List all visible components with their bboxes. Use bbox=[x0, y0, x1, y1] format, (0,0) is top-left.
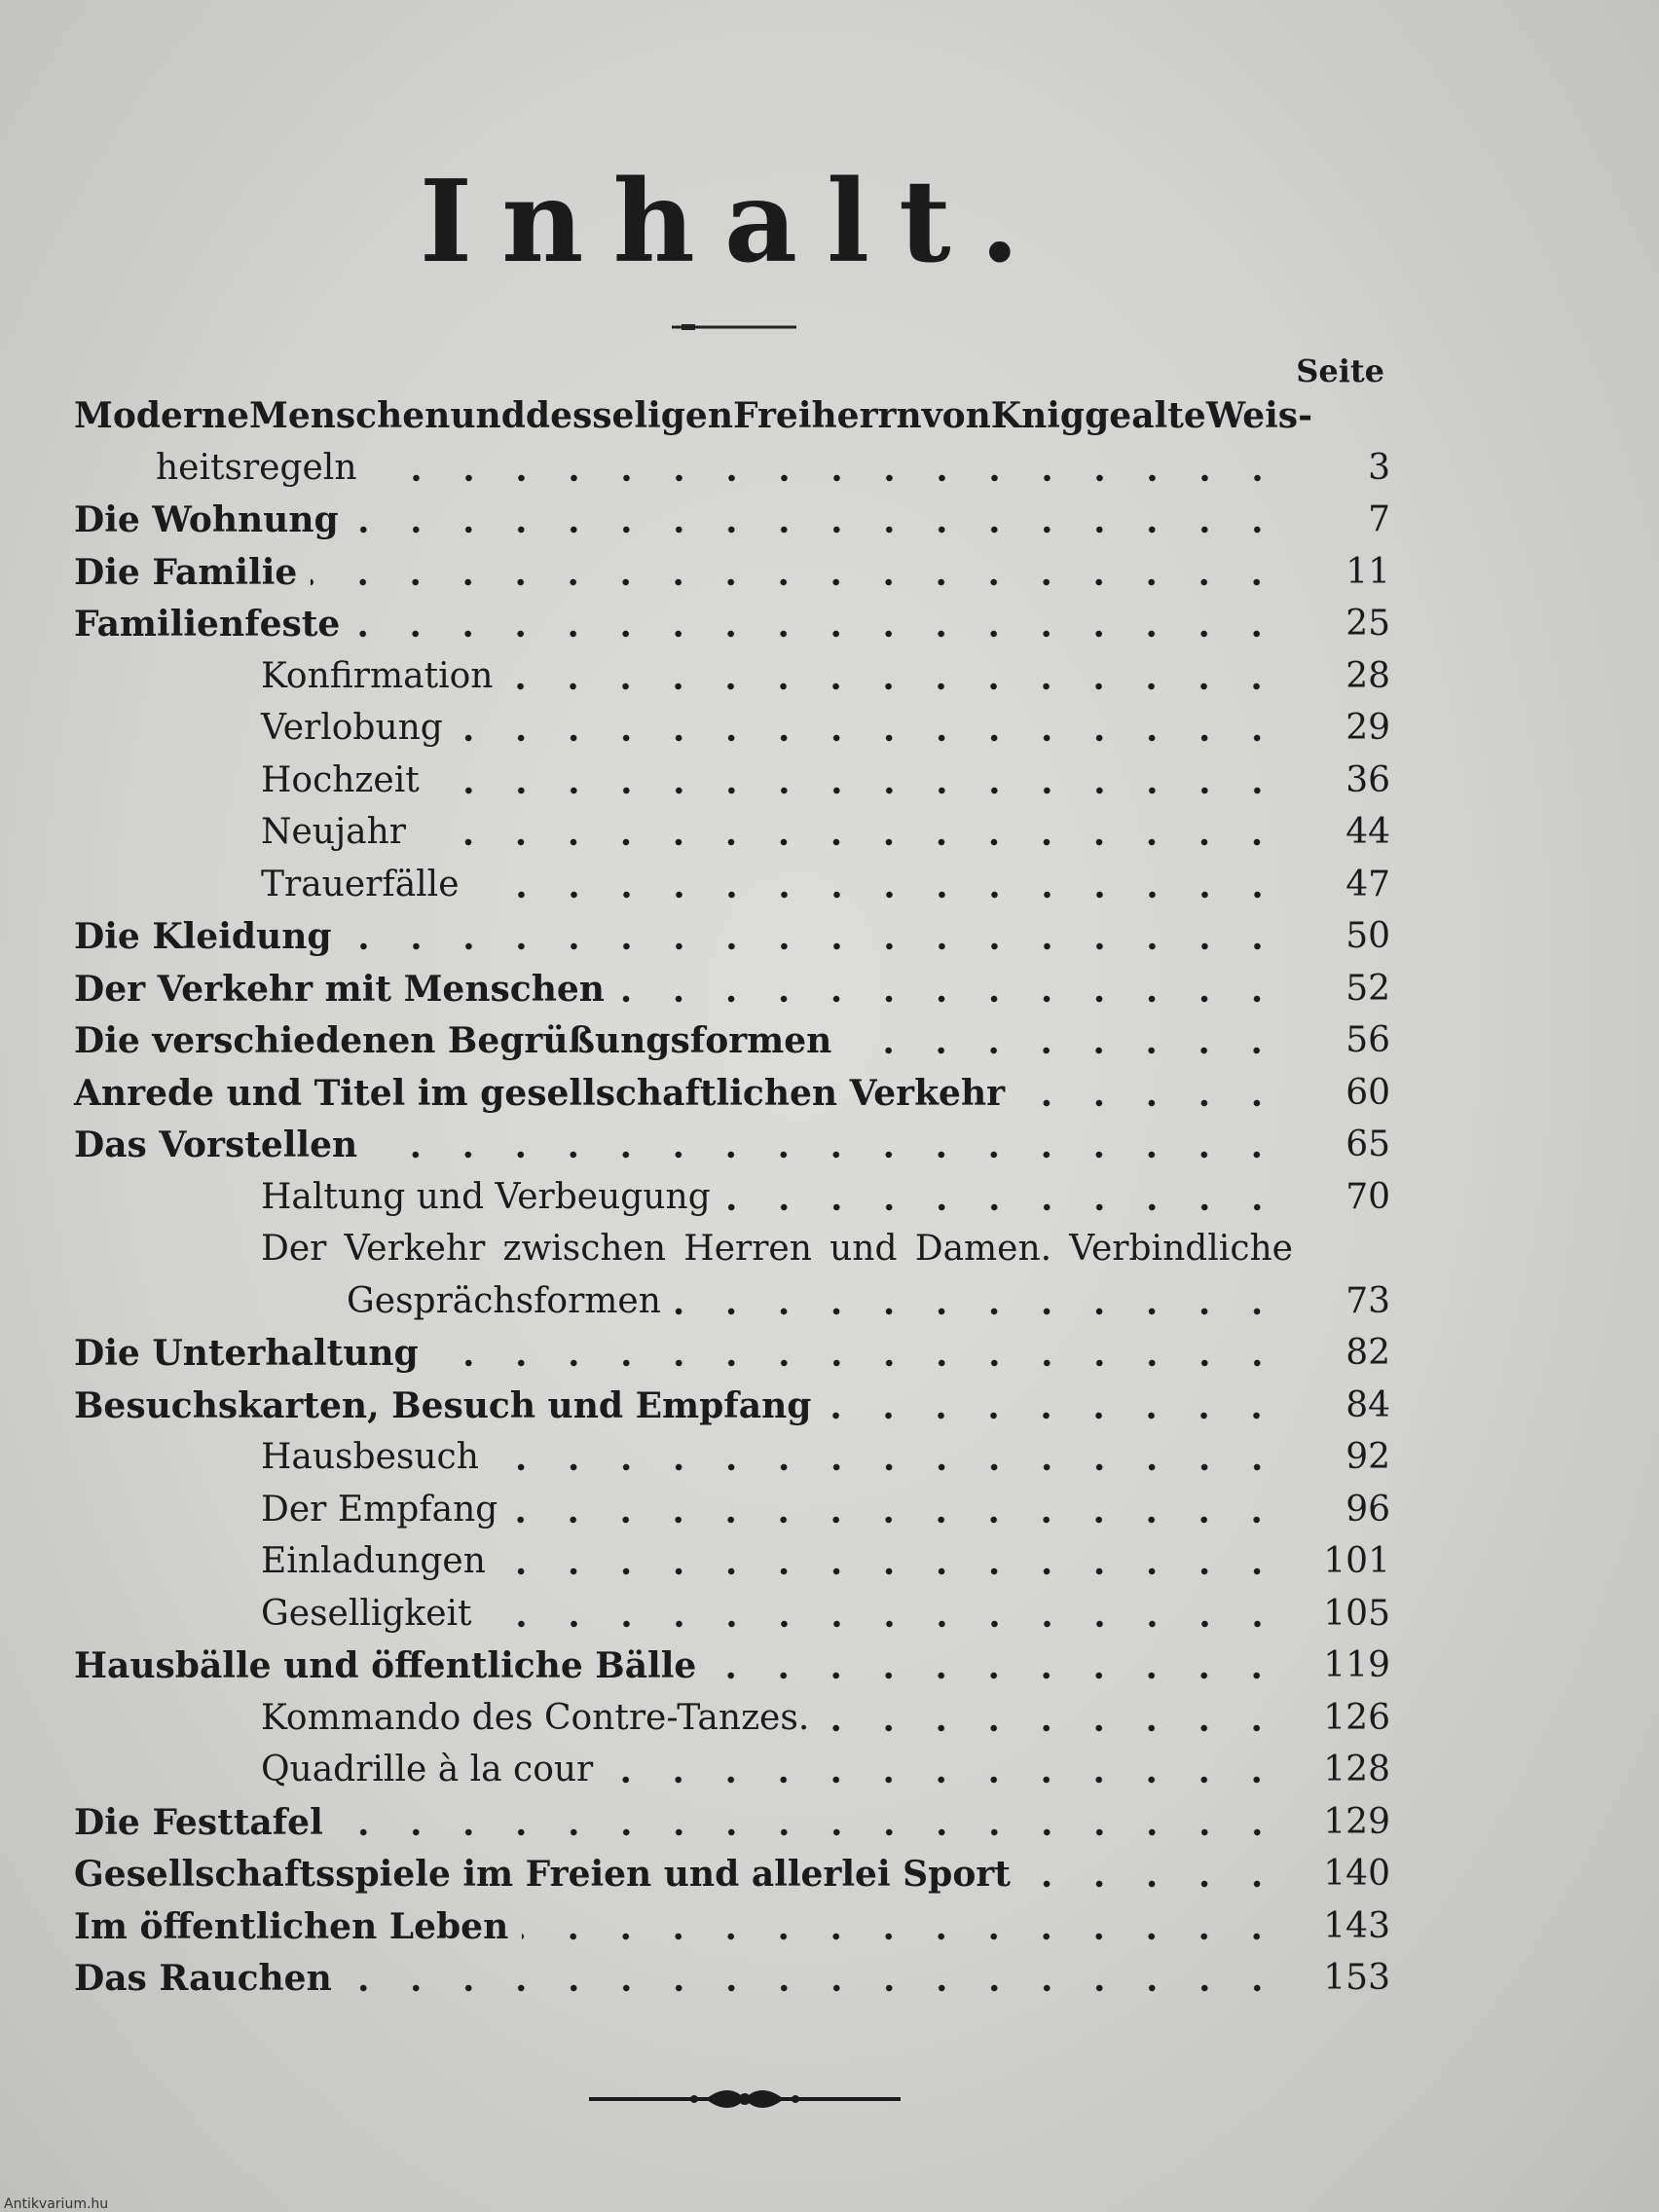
dot-leader bbox=[346, 941, 1283, 951]
toc-entry[interactable] bbox=[261, 1588, 1390, 1641]
toc-word: Moderne bbox=[74, 395, 249, 436]
toc-entry-label: Neujahr bbox=[261, 812, 407, 852]
toc-entry[interactable] bbox=[261, 1484, 1390, 1536]
toc-entry-first-line bbox=[261, 1223, 1293, 1275]
toc-entry[interactable] bbox=[74, 546, 1390, 599]
toc-entry[interactable] bbox=[74, 910, 1390, 963]
dot-leader bbox=[522, 1932, 1283, 1941]
dot-leader bbox=[311, 577, 1283, 587]
dot-leader bbox=[346, 1983, 1283, 1993]
toc-entry[interactable] bbox=[74, 1014, 1390, 1067]
dot-leader bbox=[432, 1358, 1283, 1368]
dot-leader bbox=[371, 1150, 1283, 1160]
toc-entry-page-number: 7 bbox=[1368, 499, 1390, 539]
dot-leader bbox=[1024, 1879, 1283, 1889]
dot-leader bbox=[353, 629, 1283, 639]
toc-entry-label: Hochzeit bbox=[261, 759, 420, 800]
toc-word: zwischen bbox=[502, 1229, 667, 1269]
toc-entry-label: Besuchskarten, Besuch und Empfang bbox=[74, 1384, 812, 1426]
dot-leader bbox=[433, 786, 1283, 795]
toc-word: seligen bbox=[592, 395, 734, 436]
toc-entry[interactable] bbox=[261, 1535, 1390, 1588]
page-title: Inhalt. bbox=[419, 156, 1050, 288]
toc-entry-label: Die Unterhaltung bbox=[74, 1333, 419, 1374]
toc-word: Menschen bbox=[248, 395, 451, 436]
dot-leader bbox=[845, 1046, 1283, 1055]
toc-entry-label: Trauerfälle bbox=[261, 864, 460, 904]
toc-entry-label: Die verschiedenen Begrüßungsformen bbox=[74, 1020, 832, 1061]
dot-leader bbox=[511, 1515, 1283, 1525]
dot-leader bbox=[710, 1671, 1283, 1680]
toc-entry[interactable] bbox=[74, 1327, 1390, 1380]
toc-entry-page-number: 143 bbox=[1323, 1905, 1390, 1946]
toc-entry-label: Gesellschaftsspiele im Freien und allerlei Sport bbox=[74, 1854, 1011, 1895]
toc-entry-page-number: 36 bbox=[1346, 759, 1390, 800]
toc-entry-page-number: 3 bbox=[1368, 447, 1390, 488]
toc-word: Knigge bbox=[990, 395, 1132, 436]
dot-leader bbox=[607, 1775, 1283, 1785]
toc-entry-label: Die Festtafel bbox=[74, 1801, 323, 1843]
toc-entry-page-number: 84 bbox=[1346, 1384, 1390, 1425]
toc-word: und bbox=[830, 1229, 898, 1269]
dot-leader bbox=[724, 1202, 1283, 1212]
dot-leader bbox=[506, 682, 1283, 691]
toc-entry[interactable] bbox=[74, 598, 1390, 650]
dot-leader bbox=[675, 1307, 1283, 1316]
toc-entry-first-line bbox=[74, 389, 1313, 442]
dot-leader bbox=[825, 1411, 1283, 1420]
dot-leader bbox=[618, 994, 1283, 1004]
toc-word: Herren bbox=[683, 1229, 812, 1269]
page-column-heading: Seite bbox=[1296, 352, 1384, 389]
toc-entry[interactable] bbox=[261, 1744, 1390, 1796]
toc-entry[interactable] bbox=[261, 859, 1390, 911]
dot-leader bbox=[493, 1462, 1283, 1472]
toc-word: alte bbox=[1131, 395, 1206, 436]
toc-entry-page-number: 119 bbox=[1323, 1645, 1390, 1685]
toc-entry-page-number: 56 bbox=[1346, 1020, 1390, 1060]
toc-entry-page-number: 105 bbox=[1323, 1593, 1390, 1634]
toc-entry[interactable] bbox=[74, 1952, 1390, 2005]
toc-entry-label: heitsregeln bbox=[156, 447, 357, 488]
toc-entry[interactable] bbox=[74, 1796, 1390, 1849]
toc-word: und bbox=[450, 395, 526, 436]
toc-entry-label: Haltung und Verbeugung bbox=[261, 1176, 711, 1217]
toc-entry[interactable] bbox=[74, 1119, 1390, 1171]
toc-entry-page-number: 96 bbox=[1346, 1489, 1390, 1530]
watermark: Antikvarium.hu bbox=[4, 2196, 109, 2212]
toc-entry[interactable] bbox=[261, 1692, 1390, 1745]
toc-entry-page-number: 29 bbox=[1346, 708, 1390, 748]
dot-leader bbox=[486, 1619, 1283, 1629]
dot-leader bbox=[499, 1567, 1283, 1576]
dot-leader bbox=[823, 1723, 1283, 1733]
toc-entry-label: Die Familie bbox=[74, 551, 298, 593]
toc-entry-page-number: 52 bbox=[1346, 968, 1390, 1009]
dot-leader bbox=[420, 837, 1283, 847]
toc-entry-page-number: 65 bbox=[1346, 1124, 1390, 1164]
toc-word: von bbox=[921, 395, 991, 436]
toc-entry[interactable] bbox=[156, 442, 1390, 495]
title-rule bbox=[672, 322, 796, 332]
toc-entry-page-number: 128 bbox=[1323, 1750, 1390, 1789]
toc-entry-label: Hausbälle und öffentliche Bälle bbox=[74, 1645, 697, 1686]
toc-entry-label: Die Kleidung bbox=[74, 916, 332, 957]
toc-entry[interactable] bbox=[261, 1171, 1390, 1224]
toc-entry[interactable] bbox=[74, 1640, 1390, 1692]
toc-entry-page-number: 140 bbox=[1323, 1854, 1390, 1894]
toc-entry-label: Konfirmation bbox=[261, 655, 494, 696]
toc-word: Verkehr bbox=[344, 1229, 486, 1269]
dot-leader bbox=[352, 525, 1283, 535]
toc-entry-page-number: 153 bbox=[1323, 1958, 1390, 1998]
toc-entry[interactable] bbox=[74, 1067, 1390, 1120]
toc-entry-page-number: 129 bbox=[1323, 1801, 1390, 1842]
toc-entry-page-number: 44 bbox=[1346, 812, 1390, 852]
toc-entry-page-number: 50 bbox=[1346, 916, 1390, 956]
toc-entry-label: Das Vorstellen bbox=[74, 1124, 358, 1165]
toc-entry[interactable] bbox=[261, 650, 1390, 703]
toc-entry[interactable] bbox=[261, 806, 1390, 859]
toc-word: Damen. bbox=[914, 1229, 1052, 1269]
toc-entry-page-number: 60 bbox=[1346, 1072, 1390, 1113]
toc-entry-label: Geselligkeit bbox=[261, 1593, 472, 1634]
toc-entry[interactable] bbox=[261, 702, 1390, 755]
toc-entry-page-number: 126 bbox=[1323, 1697, 1390, 1738]
dot-leader bbox=[457, 733, 1283, 743]
toc-entry-page-number: 47 bbox=[1346, 864, 1390, 904]
dot-leader bbox=[371, 473, 1283, 483]
toc-entry-label: Kommando des Contre-Tanzes. bbox=[261, 1697, 810, 1738]
toc-entry[interactable] bbox=[74, 963, 1390, 1015]
toc-entry-label: Das Rauchen bbox=[74, 1958, 332, 1999]
toc-entry-label: Familienfeste bbox=[74, 604, 341, 645]
toc-entry-label: Verlobung bbox=[261, 708, 443, 748]
toc-entry-label: Hausbesuch bbox=[261, 1437, 479, 1477]
toc-word: des bbox=[525, 395, 593, 436]
toc-entry-label: Die Wohnung bbox=[74, 499, 339, 540]
toc-entry[interactable] bbox=[74, 1380, 1390, 1432]
toc-entry-label: Der Verkehr mit Menschen bbox=[74, 968, 605, 1010]
end-ornament bbox=[589, 2082, 901, 2117]
dot-leader bbox=[337, 1827, 1283, 1837]
toc-word: Freiherrn bbox=[733, 395, 922, 436]
toc-word: Verbindliche bbox=[1069, 1229, 1293, 1269]
toc-entry[interactable] bbox=[261, 755, 1390, 807]
toc-entry-page-number: 82 bbox=[1346, 1333, 1390, 1373]
toc-entry-label: Quadrille à la cour bbox=[261, 1750, 594, 1789]
toc-entry-page-number: 101 bbox=[1323, 1541, 1390, 1581]
toc-word: Der bbox=[261, 1229, 327, 1269]
toc-entry[interactable] bbox=[74, 1848, 1390, 1900]
toc-entry-label: Im öffentlichen Leben bbox=[74, 1905, 509, 1947]
toc-entry-page-number: 25 bbox=[1346, 604, 1390, 644]
toc-entry[interactable] bbox=[261, 1431, 1390, 1484]
toc-word: Weis- bbox=[1205, 395, 1313, 436]
toc-entry-page-number: 73 bbox=[1346, 1280, 1390, 1321]
toc-entry-page-number: 70 bbox=[1346, 1176, 1390, 1217]
toc-entry-label: Anrede und Titel im gesellschaftlichen Verkehr bbox=[74, 1072, 1006, 1114]
toc-entry[interactable] bbox=[74, 494, 1390, 546]
dot-leader bbox=[1018, 1098, 1283, 1108]
toc-entry-label: Einladungen bbox=[261, 1541, 486, 1581]
toc-entry[interactable] bbox=[347, 1275, 1390, 1328]
toc-entry-page-number: 92 bbox=[1346, 1437, 1390, 1477]
dot-leader bbox=[473, 890, 1283, 900]
toc-entry-page-number: 28 bbox=[1346, 655, 1390, 696]
toc-entry-label: Der Empfang bbox=[261, 1489, 498, 1530]
toc-entry-page-number: 11 bbox=[1346, 551, 1390, 592]
toc-entry-label: Gesprächsformen bbox=[347, 1280, 661, 1321]
toc-entry[interactable] bbox=[74, 1900, 1390, 1953]
